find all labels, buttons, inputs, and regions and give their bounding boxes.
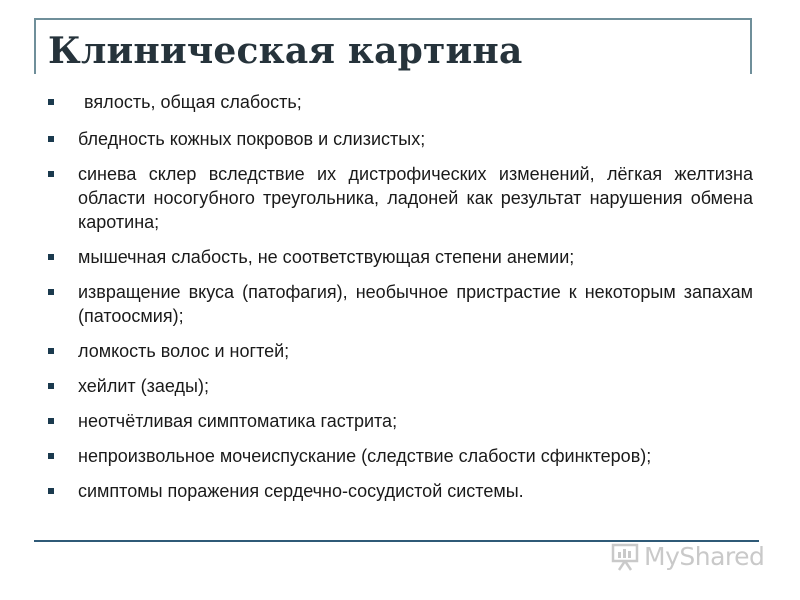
list-item-text: симптомы поражения сердечно-сосудистой системы. [78,481,524,501]
list-item [48,245,753,269]
list-item [48,162,753,234]
bullet-square-icon [48,383,54,389]
list-item [48,90,753,114]
bullet-square-icon [48,348,54,354]
presentation-board-icon [610,542,640,572]
watermark-text: MyShared [644,542,765,571]
bullet-square-icon [48,488,54,494]
list-item-text: синева склер вследствие их дистрофических изменений, лёгкая желтизна области носогубного треугольника, ладоней как результат нарушения обмена каротина; [78,164,753,232]
bullet-square-icon [48,171,54,177]
bullet-square-icon [48,418,54,424]
list-item [48,127,753,151]
list-item-text: неотчётливая симптоматика гастрита; [78,411,398,431]
list-item-text: ломкость волос и ногтей; [78,341,290,361]
list-item [48,409,753,433]
list-item [48,280,753,328]
list-item-text: хейлит (заеды); [78,376,209,396]
bullet-list [48,90,753,503]
bullet-square-icon [48,136,54,142]
bullet-square-icon [48,289,54,295]
bullet-square-icon [48,254,54,260]
list-item-text: непроизвольное мочеиспускание (следствие слабости сфинктеров); [78,446,652,466]
list-item [48,339,753,363]
list-item [48,374,753,398]
bullet-square-icon [48,453,54,459]
list-item [48,479,753,503]
watermark [608,542,768,572]
bullet-square-icon [48,99,54,105]
list-item-text: извращение вкуса (патофагия), необычное пристрастие к некоторым запахам (патоосмия); [78,282,753,326]
list-item-text: вялость, общая слабость; [84,92,302,112]
slide-title: Клиническая картина [48,30,523,72]
title-frame-top-rule [34,18,752,20]
list-item-text: мышечная слабость, не соответствующая степени анемии; [78,247,575,267]
title-frame-left-rule [34,18,36,74]
list-item [48,444,753,468]
list-item-text: бледность кожных покровов и слизистых; [78,129,426,149]
title-frame-right-rule [750,18,752,74]
